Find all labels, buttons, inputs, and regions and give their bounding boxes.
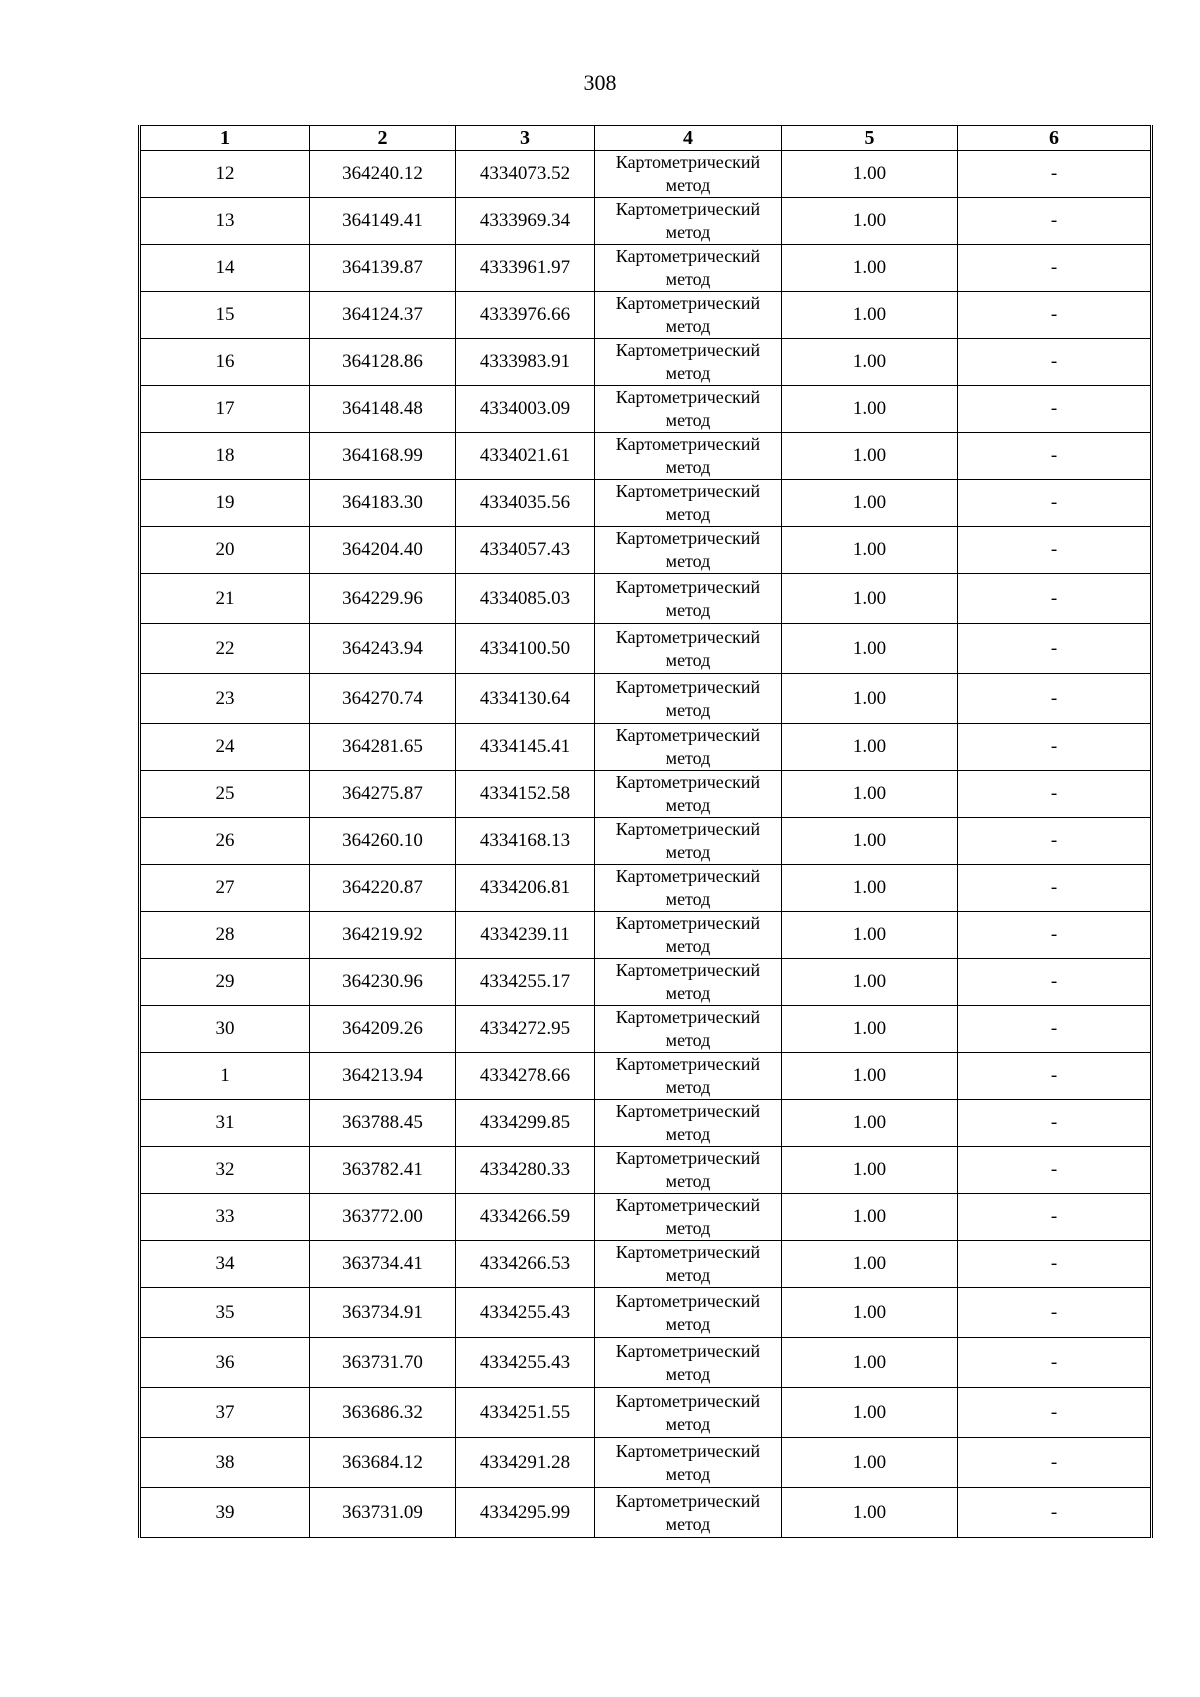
x-coordinate-cell: 364229.96 xyxy=(310,574,456,624)
x-coordinate-cell: 364139.87 xyxy=(310,245,456,292)
y-coordinate-cell: 4334251.55 xyxy=(456,1388,595,1438)
table-row xyxy=(140,912,1152,959)
note-cell: - xyxy=(958,527,1152,574)
table-row xyxy=(140,1438,1152,1488)
note-cell: - xyxy=(958,624,1152,674)
method-line-2: метод xyxy=(665,1030,711,1050)
y-coordinate-cell: 4334168.13 xyxy=(456,818,595,865)
point-number-cell: 30 xyxy=(140,1006,310,1053)
point-number-cell: 18 xyxy=(140,433,310,480)
x-coordinate-cell: 364124.37 xyxy=(310,292,456,339)
x-coordinate-cell: 363788.45 xyxy=(310,1100,456,1147)
accuracy-cell: 1.00 xyxy=(782,959,958,1006)
method-line-2: метод xyxy=(665,842,711,862)
note-cell: - xyxy=(958,1053,1152,1100)
accuracy-cell: 1.00 xyxy=(782,674,958,724)
page-number: 308 xyxy=(583,70,617,95)
method-line-2: метод xyxy=(665,316,711,336)
point-number-cell: 25 xyxy=(140,771,310,818)
x-coordinate-cell: 364148.48 xyxy=(310,386,456,433)
point-number-cell: 15 xyxy=(140,292,310,339)
y-coordinate-cell: 4334003.09 xyxy=(456,386,595,433)
method-cell xyxy=(595,674,782,724)
method-line-1: Картометрический xyxy=(615,576,761,597)
x-coordinate-cell: 364128.86 xyxy=(310,339,456,386)
y-coordinate-cell: 4334266.59 xyxy=(456,1194,595,1241)
point-number-cell: 36 xyxy=(140,1338,310,1388)
x-coordinate-cell: 364219.92 xyxy=(310,912,456,959)
table-row xyxy=(140,574,1152,624)
method-line-1: Картометрический xyxy=(615,1007,761,1027)
method-line-2: метод xyxy=(665,699,711,720)
method-line-1: Картометрический xyxy=(615,1390,761,1411)
method-line-1: Картометрический xyxy=(615,1340,761,1361)
accuracy-cell: 1.00 xyxy=(782,198,958,245)
note-cell: - xyxy=(958,433,1152,480)
table-row xyxy=(140,959,1152,1006)
method-cell xyxy=(595,386,782,433)
method-cell xyxy=(595,1053,782,1100)
table-row xyxy=(140,1288,1152,1338)
method-line-2: метод xyxy=(665,410,711,430)
header-cell: 1 xyxy=(140,126,310,151)
method-line-2: метод xyxy=(665,1513,711,1534)
method-line-1: Картометрический xyxy=(615,1148,761,1168)
accuracy-cell: 1.00 xyxy=(782,1006,958,1053)
table-row xyxy=(140,1388,1152,1438)
method-line-2: метод xyxy=(665,1077,711,1097)
table-row xyxy=(140,818,1152,865)
method-line-1: Картометрический xyxy=(615,1490,761,1511)
method-cell xyxy=(595,339,782,386)
accuracy-cell: 1.00 xyxy=(782,1338,958,1388)
method-cell xyxy=(595,574,782,624)
point-number-cell: 20 xyxy=(140,527,310,574)
table-row xyxy=(140,1147,1152,1194)
note-cell: - xyxy=(958,1338,1152,1388)
note-cell: - xyxy=(958,1194,1152,1241)
note-cell: - xyxy=(958,912,1152,959)
point-number-cell: 37 xyxy=(140,1388,310,1438)
table-row xyxy=(140,1194,1152,1241)
accuracy-cell: 1.00 xyxy=(782,1288,958,1338)
y-coordinate-cell: 4333969.34 xyxy=(456,198,595,245)
accuracy-cell: 1.00 xyxy=(782,339,958,386)
note-cell: - xyxy=(958,1100,1152,1147)
x-coordinate-cell: 363734.41 xyxy=(310,1241,456,1288)
point-number-cell: 28 xyxy=(140,912,310,959)
table-row xyxy=(140,433,1152,480)
point-number-cell: 24 xyxy=(140,724,310,771)
accuracy-cell: 1.00 xyxy=(782,1053,958,1100)
y-coordinate-cell: 4334266.53 xyxy=(456,1241,595,1288)
method-line-1: Картометрический xyxy=(615,1242,761,1262)
method-line-2: метод xyxy=(665,551,711,571)
note-cell: - xyxy=(958,151,1152,198)
method-cell xyxy=(595,724,782,771)
method-cell xyxy=(595,959,782,1006)
x-coordinate-cell: 364168.99 xyxy=(310,433,456,480)
table-row xyxy=(140,292,1152,339)
x-coordinate-cell: 364260.10 xyxy=(310,818,456,865)
method-line-2: метод xyxy=(665,269,711,289)
accuracy-cell: 1.00 xyxy=(782,912,958,959)
point-number-cell: 23 xyxy=(140,674,310,724)
method-line-2: метод xyxy=(665,504,711,524)
method-line-1: Картометрический xyxy=(615,676,761,697)
header-row xyxy=(140,126,1152,151)
note-cell: - xyxy=(958,818,1152,865)
header-cell: 4 xyxy=(595,126,782,151)
x-coordinate-cell: 364240.12 xyxy=(310,151,456,198)
note-cell: - xyxy=(958,1438,1152,1488)
note-cell: - xyxy=(958,865,1152,912)
method-cell xyxy=(595,1006,782,1053)
method-line-1: Картометрический xyxy=(615,819,761,839)
x-coordinate-cell: 363782.41 xyxy=(310,1147,456,1194)
note-cell: - xyxy=(958,245,1152,292)
method-line-2: метод xyxy=(665,983,711,1003)
x-coordinate-cell: 364149.41 xyxy=(310,198,456,245)
method-line-2: метод xyxy=(665,1463,711,1484)
y-coordinate-cell: 4334035.56 xyxy=(456,480,595,527)
method-line-2: метод xyxy=(665,649,711,670)
method-line-2: метод xyxy=(665,1413,711,1434)
note-cell: - xyxy=(958,1241,1152,1288)
table-row xyxy=(140,527,1152,574)
method-line-1: Картометрический xyxy=(615,434,761,454)
method-line-2: метод xyxy=(665,1313,711,1334)
method-line-2: метод xyxy=(665,936,711,956)
point-number-cell: 21 xyxy=(140,574,310,624)
accuracy-cell: 1.00 xyxy=(782,574,958,624)
table-row xyxy=(140,1241,1152,1288)
point-number-cell: 1 xyxy=(140,1053,310,1100)
table-row xyxy=(140,724,1152,771)
method-cell xyxy=(595,1438,782,1488)
x-coordinate-cell: 363772.00 xyxy=(310,1194,456,1241)
note-cell: - xyxy=(958,480,1152,527)
method-line-2: метод xyxy=(665,599,711,620)
method-cell xyxy=(595,1100,782,1147)
note-cell: - xyxy=(958,292,1152,339)
accuracy-cell: 1.00 xyxy=(782,245,958,292)
note-cell: - xyxy=(958,574,1152,624)
table-row xyxy=(140,386,1152,433)
note-cell: - xyxy=(958,1288,1152,1338)
accuracy-cell: 1.00 xyxy=(782,433,958,480)
method-line-2: метод xyxy=(665,889,711,909)
point-number-cell: 29 xyxy=(140,959,310,1006)
y-coordinate-cell: 4334239.11 xyxy=(456,912,595,959)
table-row xyxy=(140,771,1152,818)
method-cell xyxy=(595,1147,782,1194)
table-row xyxy=(140,624,1152,674)
accuracy-cell: 1.00 xyxy=(782,1241,958,1288)
y-coordinate-cell: 4334073.52 xyxy=(456,151,595,198)
method-line-2: метод xyxy=(665,175,711,195)
accuracy-cell: 1.00 xyxy=(782,480,958,527)
x-coordinate-cell: 364281.65 xyxy=(310,724,456,771)
point-number-cell: 34 xyxy=(140,1241,310,1288)
point-number-cell: 13 xyxy=(140,198,310,245)
note-cell: - xyxy=(958,1147,1152,1194)
method-line-1: Картометрический xyxy=(615,960,761,980)
method-line-1: Картометрический xyxy=(615,528,761,548)
method-cell xyxy=(595,480,782,527)
method-cell xyxy=(595,771,782,818)
point-number-cell: 33 xyxy=(140,1194,310,1241)
x-coordinate-cell: 364204.40 xyxy=(310,527,456,574)
point-number-cell: 12 xyxy=(140,151,310,198)
point-number-cell: 39 xyxy=(140,1488,310,1538)
method-line-2: метод xyxy=(665,222,711,242)
method-cell xyxy=(595,527,782,574)
note-cell: - xyxy=(958,724,1152,771)
table-row xyxy=(140,339,1152,386)
method-line-2: метод xyxy=(665,1218,711,1238)
x-coordinate-cell: 364275.87 xyxy=(310,771,456,818)
x-coordinate-cell: 364209.26 xyxy=(310,1006,456,1053)
note-cell: - xyxy=(958,959,1152,1006)
method-cell xyxy=(595,1338,782,1388)
x-coordinate-cell: 363731.70 xyxy=(310,1338,456,1388)
y-coordinate-cell: 4334255.43 xyxy=(456,1338,595,1388)
point-number-cell: 19 xyxy=(140,480,310,527)
method-line-1: Картометрический xyxy=(615,1440,761,1461)
y-coordinate-cell: 4334255.17 xyxy=(456,959,595,1006)
accuracy-cell: 1.00 xyxy=(782,624,958,674)
method-line-1: Картометрический xyxy=(615,1054,761,1074)
method-line-1: Картометрический xyxy=(615,626,761,647)
method-cell xyxy=(595,1288,782,1338)
point-number-cell: 22 xyxy=(140,624,310,674)
note-cell: - xyxy=(958,1006,1152,1053)
accuracy-cell: 1.00 xyxy=(782,292,958,339)
y-coordinate-cell: 4334255.43 xyxy=(456,1288,595,1338)
note-cell: - xyxy=(958,1488,1152,1538)
accuracy-cell: 1.00 xyxy=(782,1488,958,1538)
x-coordinate-cell: 364213.94 xyxy=(310,1053,456,1100)
accuracy-cell: 1.00 xyxy=(782,724,958,771)
accuracy-cell: 1.00 xyxy=(782,1194,958,1241)
method-cell xyxy=(595,1241,782,1288)
method-cell xyxy=(595,818,782,865)
x-coordinate-cell: 364220.87 xyxy=(310,865,456,912)
table-row xyxy=(140,1338,1152,1388)
method-line-1: Картометрический xyxy=(615,199,761,219)
method-line-2: метод xyxy=(665,1171,711,1191)
header-cell: 5 xyxy=(782,126,958,151)
y-coordinate-cell: 4334299.85 xyxy=(456,1100,595,1147)
method-line-1: Картометрический xyxy=(615,1195,761,1215)
y-coordinate-cell: 4333983.91 xyxy=(456,339,595,386)
method-line-1: Картометрический xyxy=(615,725,761,745)
method-cell xyxy=(595,292,782,339)
method-line-2: метод xyxy=(665,1265,711,1285)
y-coordinate-cell: 4334278.66 xyxy=(456,1053,595,1100)
table-row xyxy=(140,865,1152,912)
method-cell xyxy=(595,433,782,480)
x-coordinate-cell: 363684.12 xyxy=(310,1438,456,1488)
method-line-1: Картометрический xyxy=(615,1101,761,1121)
method-line-2: метод xyxy=(665,1124,711,1144)
method-line-1: Картометрический xyxy=(615,340,761,360)
method-line-1: Картометрический xyxy=(615,246,761,266)
accuracy-cell: 1.00 xyxy=(782,818,958,865)
note-cell: - xyxy=(958,339,1152,386)
accuracy-cell: 1.00 xyxy=(782,151,958,198)
y-coordinate-cell: 4334130.64 xyxy=(456,674,595,724)
y-coordinate-cell: 4334145.41 xyxy=(456,724,595,771)
table-row xyxy=(140,674,1152,724)
method-line-1: Картометрический xyxy=(615,772,761,792)
method-line-1: Картометрический xyxy=(615,1290,761,1311)
method-cell xyxy=(595,245,782,292)
table-row xyxy=(140,480,1152,527)
point-number-cell: 26 xyxy=(140,818,310,865)
y-coordinate-cell: 4334206.81 xyxy=(456,865,595,912)
method-line-2: метод xyxy=(665,457,711,477)
table-body xyxy=(140,151,1152,1538)
y-coordinate-cell: 4333976.66 xyxy=(456,292,595,339)
x-coordinate-cell: 363731.09 xyxy=(310,1488,456,1538)
method-line-1: Картометрический xyxy=(615,152,761,172)
point-number-cell: 27 xyxy=(140,865,310,912)
point-number-cell: 35 xyxy=(140,1288,310,1338)
accuracy-cell: 1.00 xyxy=(782,1438,958,1488)
y-coordinate-cell: 4334280.33 xyxy=(456,1147,595,1194)
accuracy-cell: 1.00 xyxy=(782,771,958,818)
x-coordinate-cell: 363686.32 xyxy=(310,1388,456,1438)
accuracy-cell: 1.00 xyxy=(782,1388,958,1438)
method-cell xyxy=(595,1488,782,1538)
note-cell: - xyxy=(958,771,1152,818)
y-coordinate-cell: 4334272.95 xyxy=(456,1006,595,1053)
header-cell: 2 xyxy=(310,126,456,151)
note-cell: - xyxy=(958,1388,1152,1438)
x-coordinate-cell: 364243.94 xyxy=(310,624,456,674)
table-row xyxy=(140,151,1152,198)
point-number-cell: 17 xyxy=(140,386,310,433)
method-line-1: Картометрический xyxy=(615,387,761,407)
y-coordinate-cell: 4334057.43 xyxy=(456,527,595,574)
y-coordinate-cell: 4334295.99 xyxy=(456,1488,595,1538)
method-cell xyxy=(595,198,782,245)
point-number-cell: 38 xyxy=(140,1438,310,1488)
method-cell xyxy=(595,912,782,959)
note-cell: - xyxy=(958,198,1152,245)
y-coordinate-cell: 4334085.03 xyxy=(456,574,595,624)
x-coordinate-cell: 364183.30 xyxy=(310,480,456,527)
method-line-2: метод xyxy=(665,1363,711,1384)
table-row xyxy=(140,1488,1152,1538)
accuracy-cell: 1.00 xyxy=(782,527,958,574)
y-coordinate-cell: 4333961.97 xyxy=(456,245,595,292)
table-row xyxy=(140,1006,1152,1053)
y-coordinate-cell: 4334021.61 xyxy=(456,433,595,480)
method-line-1: Картометрический xyxy=(615,481,761,501)
point-number-cell: 14 xyxy=(140,245,310,292)
method-cell xyxy=(595,1388,782,1438)
point-number-cell: 16 xyxy=(140,339,310,386)
note-cell: - xyxy=(958,674,1152,724)
accuracy-cell: 1.00 xyxy=(782,386,958,433)
header-cell: 3 xyxy=(456,126,595,151)
coordinates-table xyxy=(138,125,1153,1538)
method-cell xyxy=(595,1194,782,1241)
y-coordinate-cell: 4334152.58 xyxy=(456,771,595,818)
method-line-2: метод xyxy=(665,363,711,383)
method-cell xyxy=(595,865,782,912)
table-row xyxy=(140,198,1152,245)
accuracy-cell: 1.00 xyxy=(782,1100,958,1147)
header-cell: 6 xyxy=(958,126,1152,151)
method-line-2: метод xyxy=(665,795,711,815)
y-coordinate-cell: 4334291.28 xyxy=(456,1438,595,1488)
point-number-cell: 31 xyxy=(140,1100,310,1147)
table-row xyxy=(140,1100,1152,1147)
note-cell: - xyxy=(958,386,1152,433)
x-coordinate-cell: 364270.74 xyxy=(310,674,456,724)
method-line-1: Картометрический xyxy=(615,866,761,886)
method-cell xyxy=(595,151,782,198)
table-row xyxy=(140,1053,1152,1100)
method-line-1: Картометрический xyxy=(615,913,761,933)
point-number-cell: 32 xyxy=(140,1147,310,1194)
y-coordinate-cell: 4334100.50 xyxy=(456,624,595,674)
method-line-2: метод xyxy=(665,748,711,768)
accuracy-cell: 1.00 xyxy=(782,1147,958,1194)
table-row xyxy=(140,245,1152,292)
method-line-1: Картометрический xyxy=(615,293,761,313)
accuracy-cell: 1.00 xyxy=(782,865,958,912)
x-coordinate-cell: 363734.91 xyxy=(310,1288,456,1338)
x-coordinate-cell: 364230.96 xyxy=(310,959,456,1006)
method-cell xyxy=(595,624,782,674)
